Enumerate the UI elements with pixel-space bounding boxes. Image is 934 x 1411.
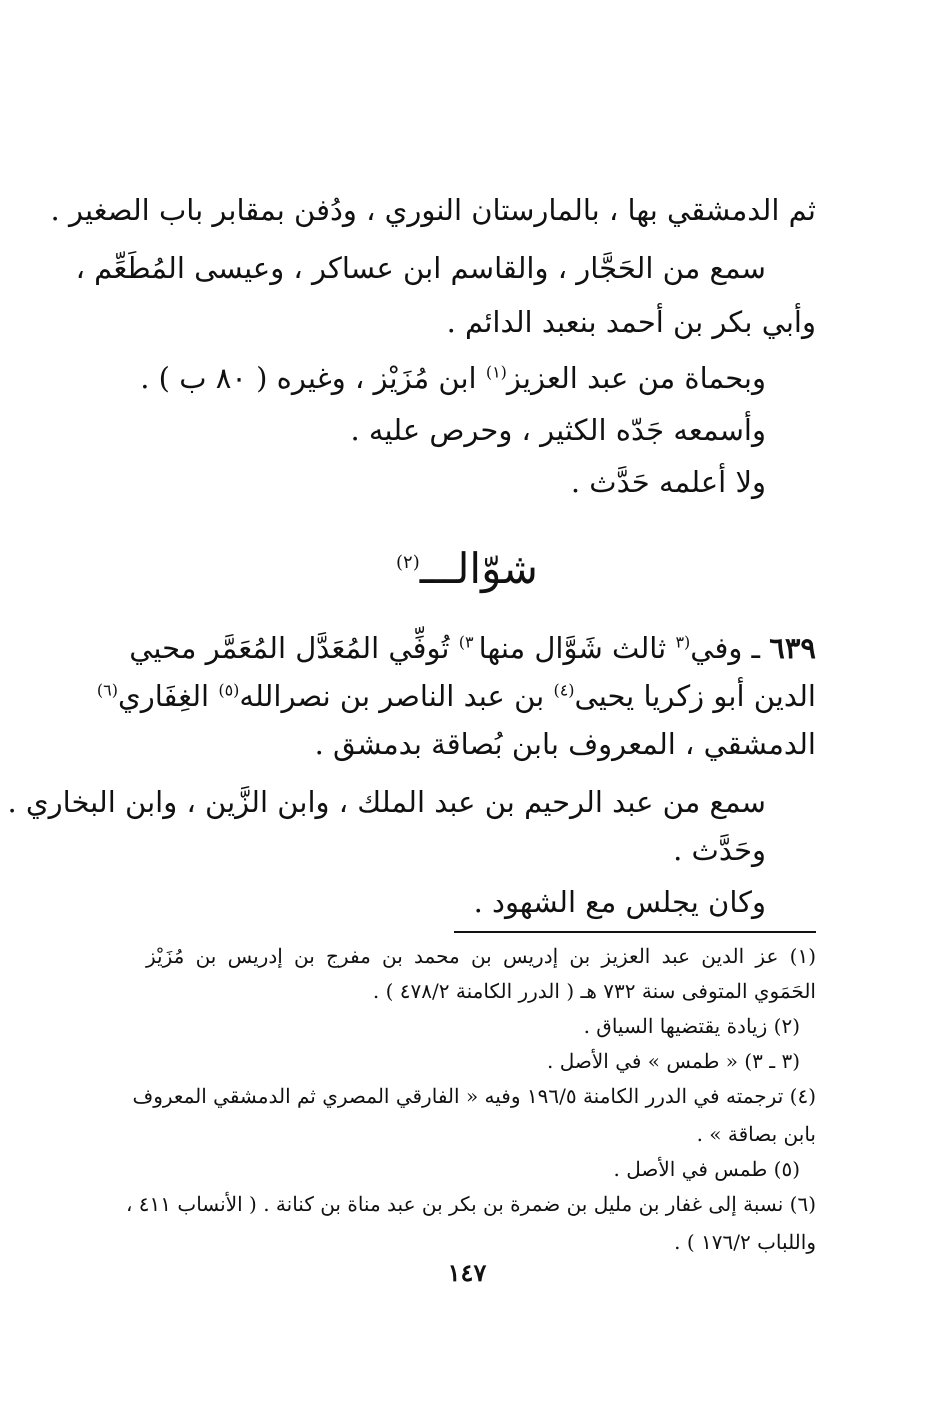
text-line-4 (140, 358, 766, 398)
heading-footnote-marker: (٢) (395, 552, 420, 573)
text-line-6: ولا أعلمه حَدَّث . (570, 465, 766, 499)
footnote-line-7: (٥) طمس في الأصل . (613, 1157, 800, 1181)
footnote-line-2: الحَمَوي المتوفى سنة ٧٣٢ هـ ( الدرر الكامنة ٤٧٨/٢ ) . (372, 979, 816, 1003)
text-line-2: سمع من الحَجَّار ، والقاسم ابن عساكر ، وعيسى المُطَعِّم ، (75, 251, 766, 285)
heading-text: شوّالـــ (419, 544, 538, 593)
text-segment: ثالث شَوَّال منها (478, 631, 676, 665)
entry-line-3: الدمشقي ، المعروف بابن بُصاقة بدمشق . (314, 727, 816, 761)
text-line-1: ثم الدمشقي بها ، بالمارستان النوري ، ودُفن بمقابر باب الصغير . (50, 193, 816, 227)
footnote-line-9: واللباب ١٧٦/٢ ) . (674, 1230, 816, 1254)
footnote-line-5: (٤) ترجمته في الدرر الكامنة ١٩٦/٥ وفيه « الفارقي المصري ثم الدمشقي المعروف (132, 1084, 816, 1108)
text-segment: تُوفِّي المُعَدَّل المُعَمَّر محيي (129, 631, 459, 665)
footnote-marker-3a: (٣ (675, 632, 691, 652)
footnote-line-6: بابن بصاقة » . (696, 1122, 816, 1146)
text-line-5: وأسمعه جَدّه الكثير ، وحرص عليه . (350, 413, 766, 447)
page-number: ١٤٧ (447, 1258, 487, 1287)
footnote-marker-4: (٤) (553, 680, 575, 700)
footnote-divider (454, 931, 816, 933)
footnote-line-3: (٢) زيادة يقتضيها السياق . (583, 1014, 800, 1038)
text-segment: وبحماة من عبد العزيز (506, 361, 766, 395)
footnote-marker-1: (١) (485, 362, 507, 382)
entry-line-6: وكان يجلس مع الشهود . (473, 885, 766, 919)
entry-line-2 (96, 676, 816, 716)
text-segment: ابن مُزَيْز ، وغيره ( ٨٠ ب ) . (140, 361, 486, 395)
footnote-line-1: (١) عز الدين عبد العزيز بن إدريس بن محمد بن مفرج بن إدريس بن مُزَيْز (146, 944, 816, 968)
text-segment: الدين أبو زكريا يحيى (574, 679, 816, 713)
footnote-marker-6: (٦) (96, 680, 118, 700)
section-heading (0, 535, 934, 597)
footnote-marker-5: (٥) (218, 680, 240, 700)
entry-line-4: سمع من عبد الرحيم بن عبد الملك ، وابن الزَّين ، وابن البخاري . (7, 785, 766, 819)
entry-line-5: وحَدَّث . (673, 833, 766, 867)
footnote-marker-3b: ٣) (458, 632, 479, 652)
entry-number: ٦٣٩ (769, 631, 816, 665)
footnote-line-8: (٦) نسبة إلى غفار بن مليل بن ضمرة بن بكر بن عبد مناة بن كنانة . ( الأنساب ٤١١ ، (125, 1192, 816, 1216)
text-segment: الغِفَاري (118, 679, 219, 713)
footnote-line-4: (٣ ـ ٣) « طمس » في الأصل . (547, 1049, 800, 1073)
text-segment: ـ وفي (690, 631, 770, 665)
text-line-3: وأبي بكر بن أحمد بنعبد الدائم . (446, 305, 816, 339)
text-segment: بن عبد الناصر بن نصرالله (239, 679, 554, 713)
entry-line-1 (129, 628, 816, 668)
